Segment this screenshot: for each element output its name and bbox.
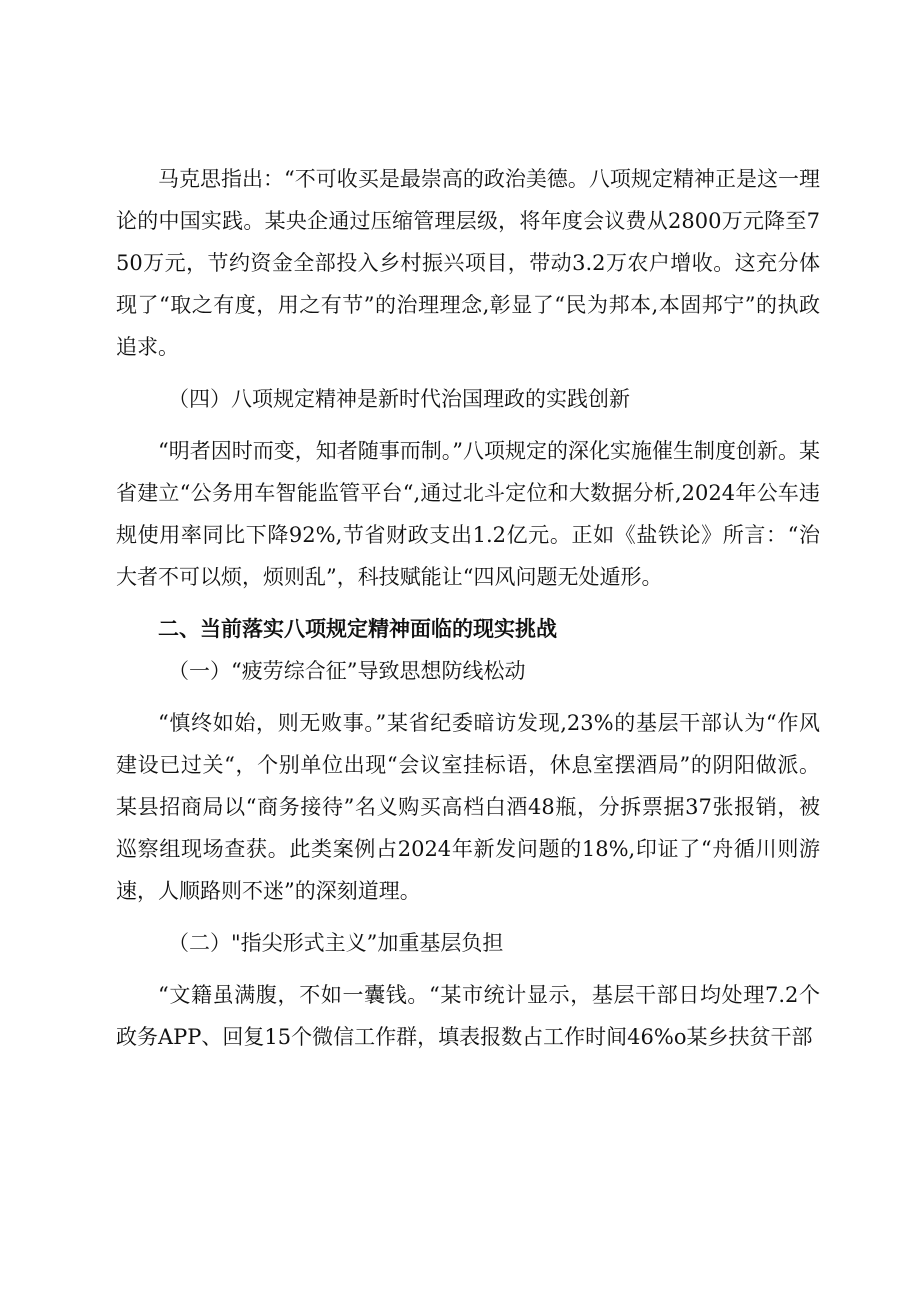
subheading-two: （二）"指尖形式主义”加重基层负担 <box>168 931 504 955</box>
spacer <box>116 368 820 378</box>
spacer <box>116 598 820 608</box>
subheading-four: （四）八项规定精神是新时代治国理政的实践创新 <box>168 387 630 411</box>
spacer <box>116 912 820 922</box>
paragraph-fatigue-syndrome: “慎终如始，则无败事。”某省纪委暗访发现,23%的基层干部认为“作风建设已过关“，个别单位出现“会议室挂标语，休息室摆酒局”的阴阳做派。某县招商局以“商务接待”名义购买高档白酒48瓶，分拆票据37张报销，被巡察组现场查获。此类案例占2024年新发问题的18%,印证了“舟循川则游速，人顺路则不迷”的深刻道理。 <box>116 711 820 903</box>
paragraph-institutional-innovation: “明者因时而变，知者随事而制。”八项规定的深化实施催生制度创新。某省建立“公务用车智能监管平台“,通过北斗定位和大数据分析,2024年公车违规使用率同比下降92%,节省财政支出1.2亿元。正如《盐铁论》所言：“治大者不可以烦，烦则乱”，科技赋能让“四风问题无处遁形。 <box>116 439 820 589</box>
spacer <box>116 420 820 430</box>
subheading-one: （一）“疲劳综合征”导致思想防线松动 <box>168 659 526 683</box>
spacer <box>116 964 820 974</box>
section-two-heading: 二、当前落实八项规定精神面临的现实挑战 <box>158 617 557 641</box>
spacer <box>116 692 820 702</box>
document-body <box>116 158 820 1058</box>
paragraph-marx-quote: 马克思指出：“不可收买是最崇高的政治美德。八项规定精神正是这一理论的中国实践。某央企通过压缩管理层级，将年度会议费从2800万元降至750万元，节约资金全部投入乡村振兴项目，带动3.2万农户增收。这充分体现了“取之有度，用之有节”的治理理念,彰显了“民为邦本,本固邦宁”的执政追求。 <box>116 167 820 359</box>
paragraph-fingertip-formalism: “文籍虽满腹，不如一囊钱。“某市统计显示，基层干部日均处理7.2个政务APP、回复15个微信工作群，填表报数占工作时间46%o某乡扶贫干部 <box>116 983 820 1049</box>
